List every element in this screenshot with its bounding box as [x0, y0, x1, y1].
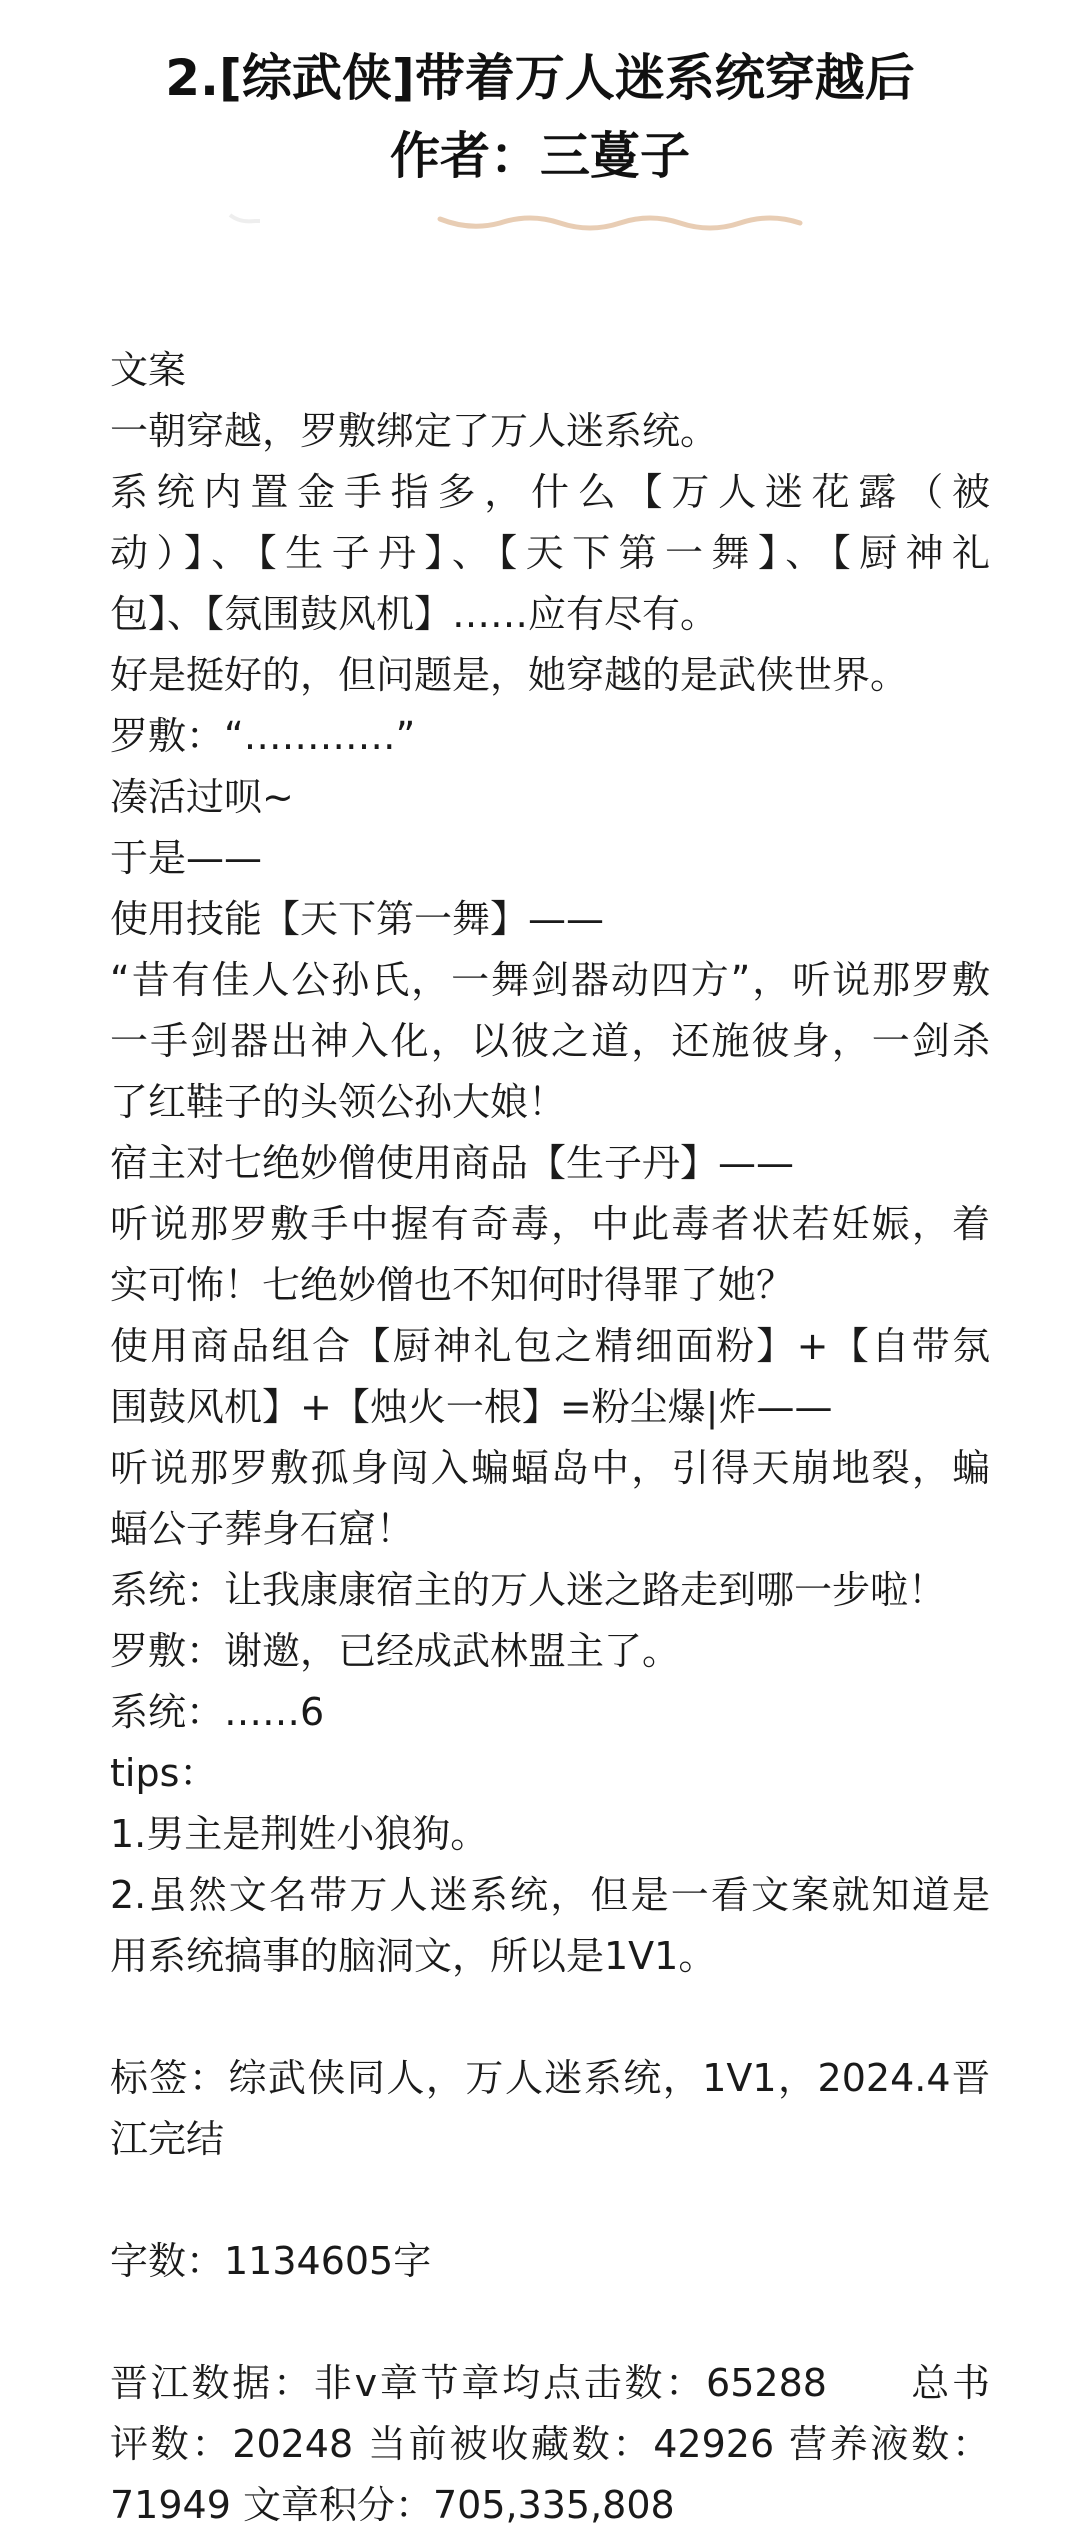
text-line: 包】、【氛围鼓风机】……应有尽有。 — [110, 592, 719, 636]
text-line: 动）】、【生子丹】、【天下第一舞】、【厨神礼 — [110, 531, 990, 575]
text-line: 评数：20248 当前被收藏数：42926 营养液数： — [110, 2422, 990, 2466]
text-line: 罗敷：谢邀，已经成武林盟主了。 — [110, 1629, 681, 1673]
synopsis-body — [110, 340, 990, 2536]
text-line: 实可怖！七绝妙僧也不知何时得罪了她？ — [110, 1263, 795, 1307]
text-line: tips： — [110, 1751, 218, 1795]
author-line: 作者：三蔓子 — [390, 127, 690, 185]
blank-line — [110, 1987, 990, 2048]
text-line: 71949 文章积分：705,335,808 — [110, 2483, 675, 2527]
text-line: 系统：……6 — [110, 1690, 325, 1734]
text-line: 蝠公子葬身石窟！ — [110, 1507, 415, 1551]
text-line: 使用技能【天下第一舞】—— — [110, 897, 605, 941]
text-line: 江完结 — [110, 2117, 225, 2161]
blank-line — [110, 2170, 990, 2231]
text-line: 了红鞋子的头领公孙大娘！ — [110, 1080, 567, 1124]
text-line: 好是挺好的，但问题是，她穿越的是武侠世界。 — [110, 653, 909, 697]
text-line: 系统内置金手指多，什么【万人迷花露（被 — [110, 470, 990, 514]
text-line: 标签：综武侠同人，万人迷系统，1V1，2024.4晋 — [110, 2056, 990, 2100]
text-line: 2.虽然文名带万人迷系统，但是一看文案就知道是 — [110, 1873, 990, 1917]
blank-line — [110, 2292, 990, 2353]
text-line: 1.男主是荆姓小狼狗。 — [110, 1812, 489, 1856]
text-line: 文案 — [110, 348, 187, 392]
wave-divider — [220, 205, 820, 245]
text-line: 听说那罗敷孤身闯入蝙蝠岛中，引得天崩地裂，蝙 — [110, 1446, 990, 1490]
text-line: 用系统搞事的脑洞文，所以是1V1。 — [110, 1934, 717, 1978]
text-line: 围鼓风机】+【烛火一根】=粉尘爆|炸—— — [110, 1385, 833, 1429]
text-line: 罗敷：“…………” — [110, 714, 416, 758]
text-line: 系统：让我康康宿主的万人迷之路走到哪一步啦！ — [110, 1568, 947, 1612]
text-line: 一朝穿越，罗敷绑定了万人迷系统。 — [110, 409, 719, 453]
text-line: 听说那罗敷手中握有奇毒，中此毒者状若妊娠，着 — [110, 1202, 990, 1246]
text-line: “昔有佳人公孙氏，一舞剑器动四方”，听说那罗敷 — [110, 958, 990, 1002]
text-line: 晋江数据：非v章节章均点击数：65288 总书 — [110, 2361, 990, 2405]
text-line: 一手剑器出神入化，以彼之道，还施彼身，一剑杀 — [110, 1019, 990, 1063]
text-line: 凑活过呗~ — [110, 775, 294, 819]
text-line: 宿主对七绝妙僧使用商品【生子丹】—— — [110, 1141, 795, 1185]
text-line: 于是—— — [110, 836, 263, 880]
text-line: 字数：1134605字 — [110, 2239, 432, 2283]
text-line: 使用商品组合【厨神礼包之精细面粉】+【自带氛 — [110, 1324, 990, 1368]
book-title: 2.[综武侠]带着万人迷系统穿越后 — [165, 49, 915, 107]
